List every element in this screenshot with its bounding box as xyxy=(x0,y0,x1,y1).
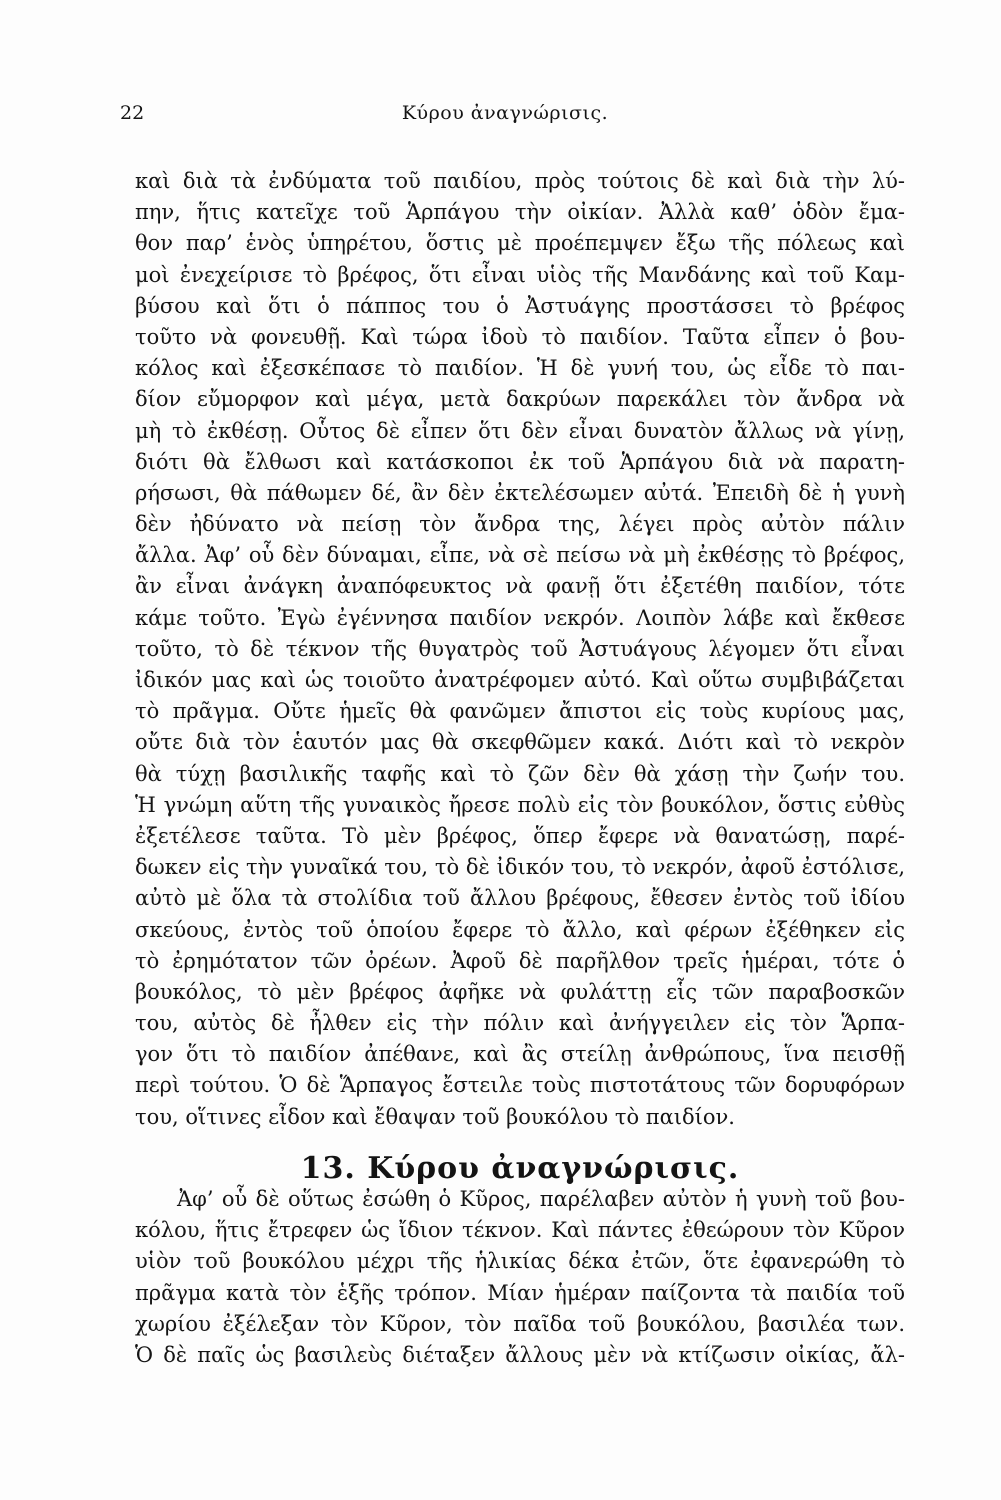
text-line: δωκεν εἰς τὴν γυναῖκά του, τὸ δὲ ἰδικόν του, τὸ νεκρόν, ἀφοῦ ἐστόλισε, xyxy=(135,855,905,880)
text-line: καὶ διὰ τὰ ἐνδύματα τοῦ παιδίου, πρὸς τούτοις δὲ καὶ διὰ τὴν λύ- xyxy=(135,169,905,193)
text-line: ἂν εἶναι ἀνάγκη ἀναπόφευκτος νὰ φανῇ ὅτι ἐξετέθη παιδίον, τότε xyxy=(135,574,905,599)
text-line: οὔτε διὰ τὸν ἑαυτόν μας θὰ σκεφθῶμεν κακά. Διότι καὶ τὸ νεκρὸν xyxy=(135,730,905,755)
section-2-text xyxy=(135,1184,905,1371)
text-line: τὸ ἐρημότατον τῶν ὀρέων. Ἀφοῦ δὲ παρῆλθον τρεῖς ἡμέραι, τότε ὁ xyxy=(135,948,905,973)
text-line: χωρίου ἐξέλεξαν τὸν Κῦρον, τὸν παῖδα τοῦ βουκόλου, βασιλέα των. xyxy=(135,1311,905,1336)
text-line: διότι θὰ ἔλθωσι καὶ κατάσκοποι ἐκ τοῦ Ἁρπάγου διὰ νὰ παρατη- xyxy=(135,449,905,474)
text-line: κόλου, ἥτις ἔτρεφεν ὡς ἴδιον τέκνον. Καὶ πάντες ἐθεώρουν τὸν Κῦρον xyxy=(135,1218,905,1243)
running-title: Κύρου ἀναγνώρισις. xyxy=(401,102,609,124)
text-line: θὰ τύχῃ βασιλικῆς ταφῆς καὶ τὸ ζῶν δὲν θὰ χάσῃ τὴν ζωήν του. xyxy=(135,761,905,786)
text-line: σκεύους, ἐντὸς τοῦ ὁποίου ἔφερε τὸ ἄλλο, καὶ φέρων ἐξέθηκεν εἰς xyxy=(135,917,905,942)
text-line: μὴ τὸ ἐκθέσῃ. Οὗτος δὲ εἶπεν ὅτι δὲν εἶναι δυνατὸν ἄλλως νὰ γίνῃ, xyxy=(135,418,905,443)
text-line: κάμε τοῦτο. Ἐγὼ ἐγέννησα παιδίον νεκρόν. Λοιπὸν λάβε καὶ ἔκθεσε xyxy=(135,605,905,630)
text-line: δίον εὔμορφον καὶ μέγα, μετὰ δακρύων παρεκάλει τὸν ἄνδρα νὰ xyxy=(135,387,905,412)
text-line: βύσου καὶ ὅτι ὁ πάππος του ὁ Ἀστυάγης προστάσσει τὸ βρέφος xyxy=(135,293,905,318)
text-line: ἰδικόν μας καὶ ὡς τοιοῦτο ἀνατρέφομεν αὐτό. Καὶ οὕτω συμβιβάζεται xyxy=(135,668,905,692)
text-line: ρήσωσι, θὰ πάθωμεν δέ, ἂν δὲν ἐκτελέσωμεν αὐτά. Ἐπειδὴ δὲ ἡ γυνὴ xyxy=(135,480,905,505)
text-line: περὶ τούτου. Ὁ δὲ Ἅρπαγος ἔστειλε τοὺς πιστοτάτους τῶν δορυφόρων xyxy=(135,1073,905,1098)
text-line: Ἡ γνώμη αὕτη τῆς γυναικὸς ἤρεσε πολὺ εἰς τὸν βουκόλον, ὅστις εὐθὺς xyxy=(135,792,905,817)
text-line: του, οἵτινες εἶδον καὶ ἔθαψαν τοῦ βουκόλου τὸ παιδίον. xyxy=(135,1104,735,1129)
text-line: ἄλλα. Ἀφ’ οὗ δὲν δύναμαι, εἶπε, νὰ σὲ πείσω νὰ μὴ ἐκθέσῃς τὸ βρέφος, xyxy=(135,543,905,568)
text-line: υἱὸν τοῦ βουκόλου μέχρι τῆς ἡλικίας δέκα ἐτῶν, ὅτε ἐφανερώθη τὸ xyxy=(135,1249,905,1274)
text-line: μοὶ ἐνεχείρισε τὸ βρέφος, ὅτι εἶναι υἱὸς τῆς Μανδάνης καὶ τοῦ Καμ- xyxy=(135,262,905,287)
text-line: βουκόλος, τὸ μὲν βρέφος ἀφῆκε νὰ φυλάττῃ εἷς τῶν παραβοσκῶν xyxy=(135,979,905,1004)
text-line: ἐξετέλεσε ταῦτα. Τὸ μὲν βρέφος, ὅπερ ἔφερε νὰ θανατώσῃ, παρέ- xyxy=(135,823,905,848)
text-line: δὲν ἠδύνατο νὰ πείσῃ τὸν ἄνδρα της, λέγει πρὸς αὐτὸν πάλιν xyxy=(135,512,905,537)
text-line: θον παρ’ ἑνὸς ὑπηρέτου, ὅστις μὲ προέπεμψεν ἔξω τῆς πόλεως καὶ xyxy=(135,231,905,256)
section-heading: 13. Κύρου ἀναγνώρισις. xyxy=(300,1150,740,1186)
text-line: Ὁ δὲ παῖς ὡς βασιλεὺς διέταξεν ἄλλους μὲν νὰ κτίζωσιν οἰκίας, ἄλ- xyxy=(135,1342,905,1367)
text-line: γον ὅτι τὸ παιδίον ἀπέθανε, καὶ ἂς στείλῃ ἀνθρώπους, ἵνα πεισθῇ xyxy=(135,1042,905,1067)
text-line: κόλος καὶ ἐξεσκέπασε τὸ παιδίον. Ἡ δὲ γυνή του, ὡς εἶδε τὸ παι- xyxy=(135,356,905,381)
section-1-text xyxy=(135,166,905,1133)
text-line: πρᾶγμα κατὰ τὸν ἑξῆς τρόπον. Μίαν ἡμέραν παίζοντα τὰ παιδία τοῦ xyxy=(135,1280,905,1305)
text-line: του, αὐτὸς δὲ ἦλθεν εἰς τὴν πόλιν καὶ ἀνήγγειλεν εἰς τὸν Ἅρπα- xyxy=(135,1011,905,1036)
text-line: Ἀφ’ οὗ δὲ οὕτως ἐσώθη ὁ Κῦρος, παρέλαβεν αὐτὸν ἡ γυνὴ τοῦ βου- xyxy=(177,1187,905,1211)
text-line: τοῦτο, τὸ δὲ τέκνον τῆς θυγατρὸς τοῦ Ἀστυάγους λέγομεν ὅτι εἶναι xyxy=(135,636,905,661)
text-line: αὐτὸ μὲ ὅλα τὰ στολίδια τοῦ ἄλλου βρέφους, ἔθεσεν ἐντὸς τοῦ ἰδίου xyxy=(135,886,905,911)
page-number: 22 xyxy=(120,102,145,124)
text-line: τοῦτο νὰ φονευθῇ. Καὶ τώρα ἰδοὺ τὸ παιδίον. Ταῦτα εἶπεν ὁ βου- xyxy=(135,324,905,349)
text-line: τὸ πρᾶγμα. Οὔτε ἡμεῖς θὰ φανῶμεν ἄπιστοι εἰς τοὺς κυρίους μας, xyxy=(135,699,905,724)
running-head xyxy=(120,102,890,132)
text-line: πην, ἥτις κατεῖχε τοῦ Ἁρπάγου τὴν οἰκίαν. Ἀλλὰ καθ’ ὁδὸν ἔμα- xyxy=(135,200,905,225)
